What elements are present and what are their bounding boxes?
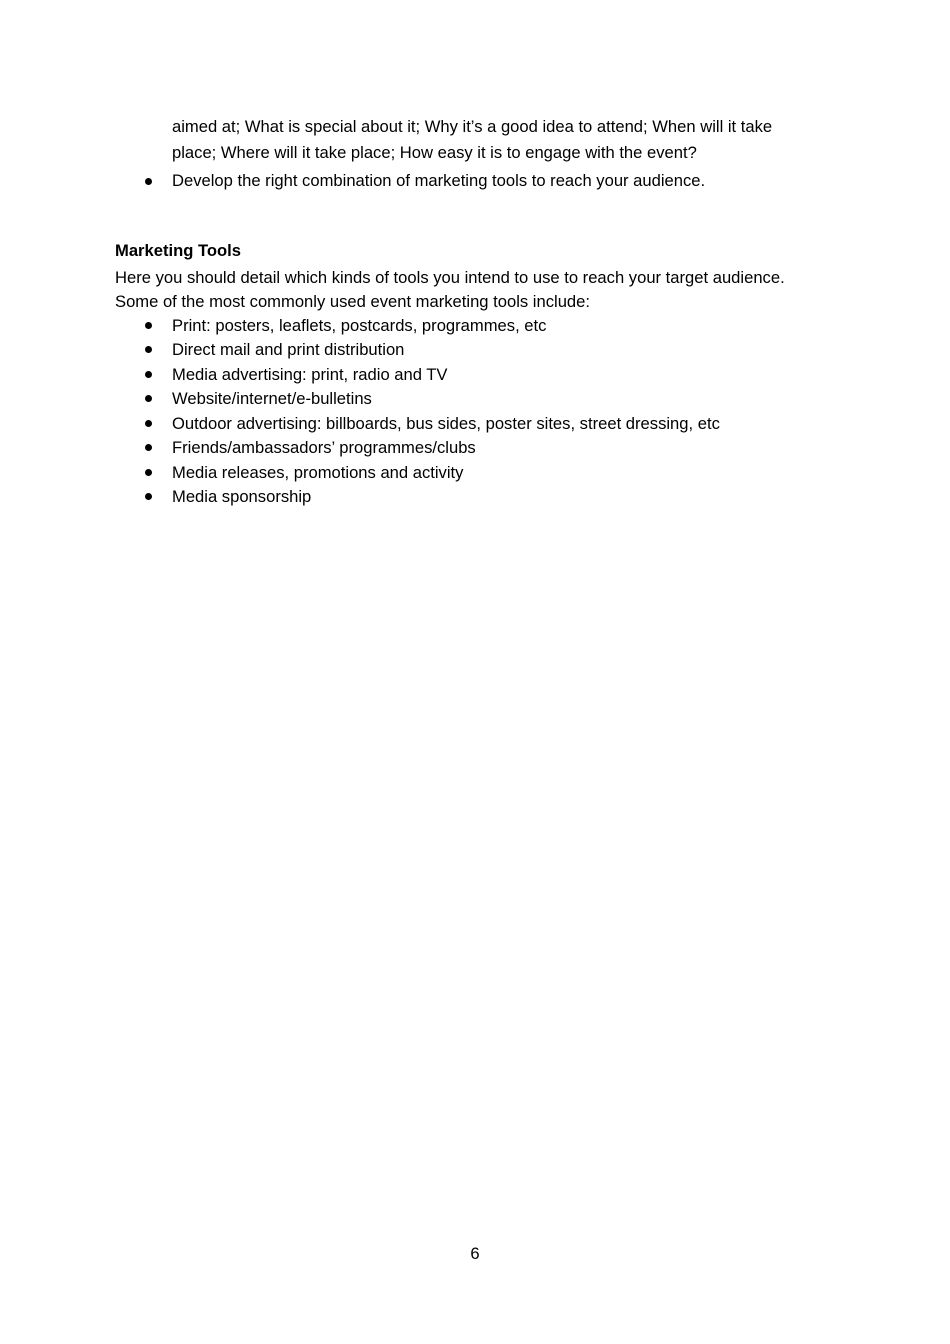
- section-intro-line-2: Some of the most commonly used event marketing tools include:: [115, 292, 590, 311]
- bullet-dot: [145, 371, 152, 378]
- bullet-dot: [145, 395, 152, 402]
- bullet-continuation-line-2: place; Where will it take place; How easy it is to engage with the event?: [172, 143, 697, 162]
- bullet-dot: [145, 178, 152, 185]
- tool-list-item: Media advertising: print, radio and TV: [172, 365, 448, 384]
- section-intro-line-1: Here you should detail which kinds of tools you intend to use to reach your target audience.: [115, 268, 785, 287]
- tool-list-item: Print: posters, leaflets, postcards, programmes, etc: [172, 316, 547, 335]
- tool-list-item: Outdoor advertising: billboards, bus sides, poster sites, street dressing, etc: [172, 414, 720, 433]
- page-number: 6: [470, 1244, 480, 1263]
- tool-list-item: Direct mail and print distribution: [172, 340, 405, 359]
- tool-list-item: Media releases, promotions and activity: [172, 463, 464, 482]
- tool-list-item: Website/internet/e-bulletins: [172, 389, 372, 408]
- section-heading: Marketing Tools: [115, 241, 242, 260]
- bullet-dot: [145, 493, 152, 500]
- list-item: Develop the right combination of marketing tools to reach your audience.: [172, 171, 706, 190]
- tool-list-item: Friends/ambassadors’ programmes/clubs: [172, 438, 476, 457]
- bullet-dot: [145, 420, 152, 427]
- bullet-dot: [145, 346, 152, 353]
- bullet-continuation-line-1: aimed at; What is special about it; Why it’s a good idea to attend; When will it take: [172, 117, 773, 136]
- tool-list-item: Media sponsorship: [172, 487, 312, 506]
- bullet-dot: [145, 469, 152, 476]
- bullet-dot: [145, 322, 152, 329]
- bullet-dot: [145, 444, 152, 451]
